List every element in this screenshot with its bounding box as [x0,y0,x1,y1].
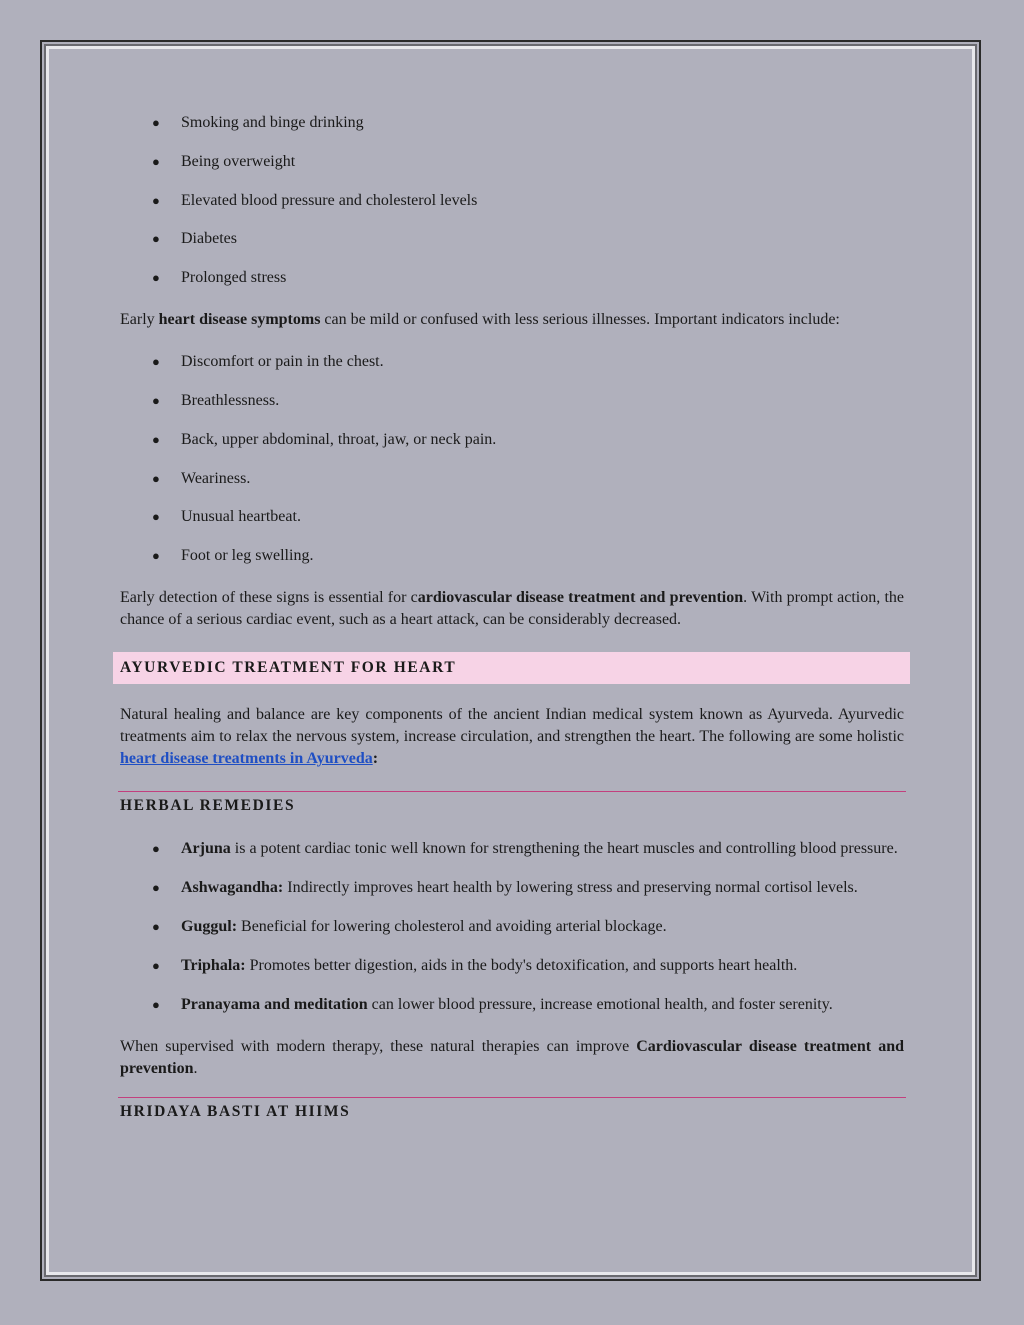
bullet-icon: ● [152,548,160,564]
herb-name: Ashwagandha: [181,879,284,897]
bullet-icon: ● [152,270,160,286]
list-item-text: Diabetes [181,230,237,248]
list-item-text: Foot or leg swelling. [181,547,314,565]
list-item-text: Being overweight [181,152,296,170]
list-item-text: Discomfort or pain in the chest. [181,353,384,371]
ayurveda-paragraph [120,704,904,770]
modern-therapy-paragraph [120,1036,904,1080]
list-item [120,351,904,373]
bullet-icon: ● [152,392,160,408]
section-divider [118,791,906,792]
list-item [120,112,904,134]
list-item [120,506,904,528]
list-item [120,468,904,490]
list-item [120,994,904,1016]
symptoms-intro-suffix: can be mild or confused with less serious illnesses. Important indicators include: [320,311,840,329]
herb-description: Beneficial for lowering cholesterol and avoiding arterial blockage. [237,918,667,936]
modern-suffix: . [193,1060,198,1078]
section-divider [118,1097,906,1098]
list-item-text: Breathlessness. [181,391,280,409]
herb-name: Pranayama and meditation [181,996,368,1014]
bullet-icon: ● [152,470,160,486]
herb-name: Triphala: [181,957,246,975]
section-heading-hridaya-basti: HRIDAYA BASTI AT HIIMS [120,1103,351,1121]
detection-prefix: Early detection of these signs is essential for c [120,589,418,607]
list-item [120,190,904,212]
herb-description: Indirectly improves heart health by lowering stress and preserving normal cortisol levels. [283,879,858,897]
list-item-text: Smoking and binge drinking [181,114,364,131]
bullet-icon: ● [152,509,160,525]
bullet-icon: ● [152,958,160,974]
bullet-icon: ● [152,880,160,896]
list-item-text: Prolonged stress [181,269,287,287]
herb-name: Arjuna [181,840,231,858]
list-item [120,151,904,173]
detection-bold: ardiovascular disease treatment and prevention [417,589,744,607]
list-item [120,390,904,412]
herbal-remedies-list [120,838,904,1016]
list-item-text: Elevated blood pressure and cholesterol levels [181,191,478,209]
symptoms-intro-prefix: Early [120,311,159,329]
bullet-icon: ● [152,115,160,130]
bullet-icon: ● [152,431,160,447]
bullet-icon: ● [152,153,160,169]
symptom-list [120,351,904,567]
list-item [120,228,904,250]
bullet-icon: ● [152,919,160,935]
modern-prefix: When supervised with modern therapy, these natural therapies can improve [120,1038,637,1056]
bullet-icon: ● [152,354,160,370]
modern-bold: Cardiovascular disease treatment and prevention [120,1038,904,1078]
list-item [120,545,904,567]
herb-description: is a potent cardiac tonic well known for strengthening the heart muscles and controlling blood pressure. [230,840,898,858]
ayurveda-text: Natural healing and balance are key components of the ancient Indian medical system known as Ayurveda. Ayurvedic treatments aim to relax the nervous system, increase circulation, and strengthen the heart. The following are some holistic [120,706,904,746]
list-item-text: Unusual heartbeat. [181,508,301,526]
list-item [120,838,904,860]
risk-factor-list [120,112,904,289]
list-item [120,877,904,899]
symptoms-intro [120,309,904,331]
bullet-icon: ● [152,997,160,1013]
herb-description: Promotes better digestion, aids in the body's detoxification, and supports heart health. [245,957,798,975]
list-item [120,916,904,938]
herb-name: Guggul: [181,918,238,936]
bullet-icon: ● [152,841,160,857]
bullet-icon: ● [152,231,160,247]
symptoms-intro-bold: heart disease symptoms [158,311,321,329]
list-item [120,429,904,451]
detection-paragraph [120,587,904,631]
section-heading-herbal-remedies: HERBAL REMEDIES [120,797,296,815]
bullet-icon: ● [152,192,160,208]
document-body [120,112,904,1122]
list-item [120,955,904,977]
herb-description: can lower blood pressure, increase emotional health, and foster serenity. [367,996,833,1014]
detection-suffix: . With prompt action, the chance of a serious cardiac event, such as a heart attack, can be considerably decreased. [120,589,905,629]
ayurveda-suffix: : [372,750,379,768]
list-item [120,267,904,289]
section-heading-ayurvedic-treatment: AYURVEDIC TREATMENT FOR HEART [113,652,910,684]
list-item-text: Weariness. [181,469,251,487]
ayurveda-treatments-link[interactable]: heart disease treatments in Ayurveda [120,750,373,768]
list-item-text: Back, upper abdominal, throat, jaw, or neck pain. [181,430,497,448]
